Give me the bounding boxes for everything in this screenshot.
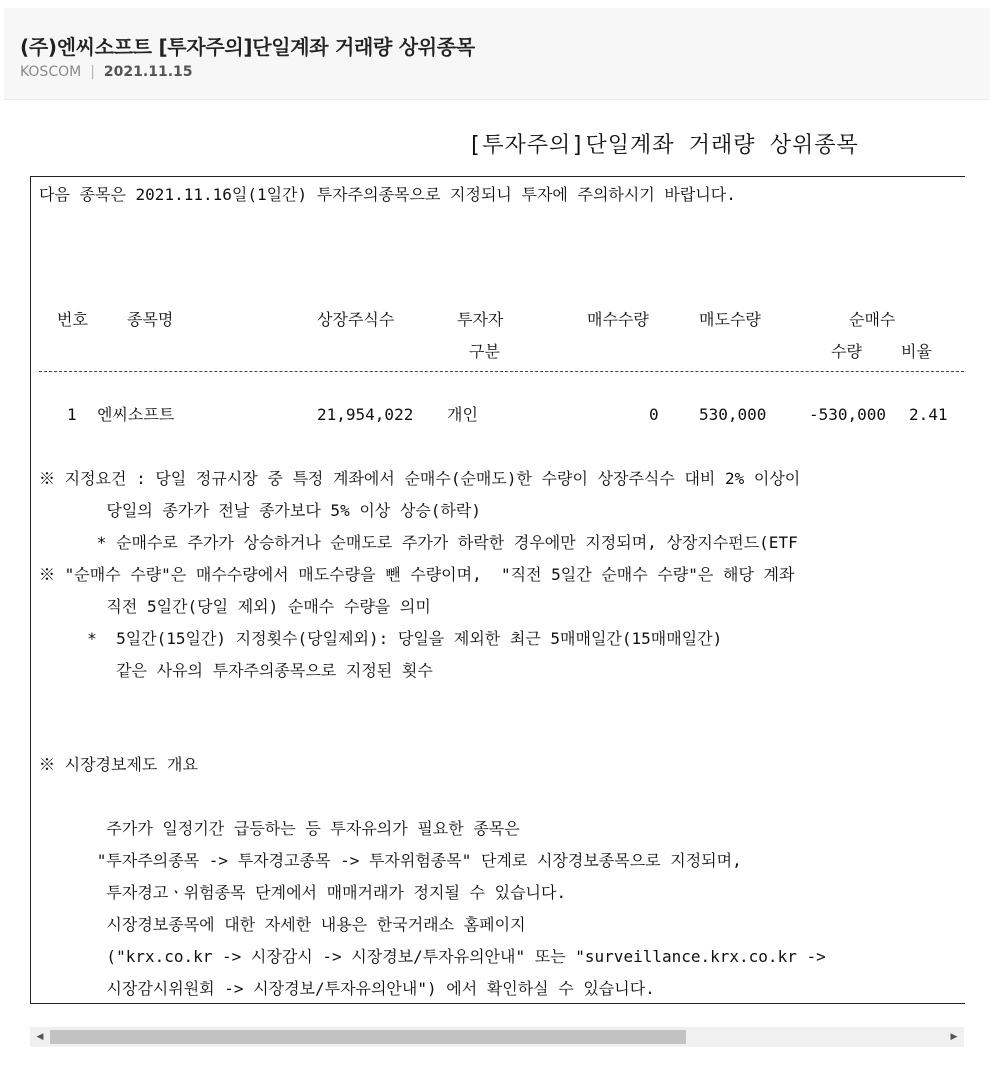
column-header-buy-qty: 매수수량 [587, 310, 649, 329]
column-header-net-buy-qty: 수량 [831, 342, 862, 361]
cell-investor: 개인 [447, 405, 478, 424]
scroll-right-arrow-icon[interactable]: ▶ [950, 1032, 958, 1042]
requirement-line-3: * 순매수로 주가가 상승하거나 순매도로 주가가 하락한 경우에만 지정되며, 상장지수펀드(ETF [39, 533, 798, 552]
definition-line-4: 같은 사유의 투자주의종목으로 지정된 횟수 [39, 661, 433, 680]
article-header [4, 8, 990, 100]
cell-net-buy-ratio: 2.41 [909, 405, 948, 424]
overview-line-5: ("krx.co.kr -> 시장감시 -> 시장경보/투자유의안내" 또는 "surveillance.krx.co.kr -> [39, 947, 826, 966]
requirement-line-1: ※ 지정요건 : 당일 정규시장 중 특정 계좌에서 순매수(순매도)한 수량이 상장주식수 대비 2% 이상이 [39, 469, 801, 488]
article-meta [20, 64, 193, 80]
article-title: (주)엔씨소프트 [투자주의]단일계좌 거래량 상위종목 [20, 35, 475, 59]
cell-no: 1 [67, 405, 77, 424]
column-header-net-buy: 순매수 [849, 310, 896, 329]
article-date: 2021.11.15 [103, 64, 193, 80]
overview-line-1: 주가가 일정기간 급등하는 등 투자유의가 필요한 종목은 [39, 819, 520, 838]
requirement-line-2: 당일의 종가가 전날 종가보다 5% 이상 상승(하락) [39, 501, 481, 520]
column-header-investor-sub: 구분 [469, 342, 500, 361]
table-divider [39, 371, 965, 372]
overview-line-3: 투자경고ㆍ위험종목 단계에서 매매거래가 정지될 수 있습니다. [39, 883, 567, 902]
definition-line-3: * 5일간(15일간) 지정횟수(당일제외): 당일을 제외한 최근 5매매일간(15매매일간) [39, 629, 723, 648]
column-header-no: 번호 [57, 310, 88, 329]
notice-text: 다음 종목은 2021.11.16일(1일간) 투자주의종목으로 지정되니 투자에 주의하시기 바랍니다. [39, 185, 736, 204]
overview-heading: ※ 시장경보제도 개요 [39, 755, 198, 774]
cell-buy-qty: 0 [649, 405, 659, 424]
column-header-net-buy-ratio: 비율 [901, 342, 932, 361]
column-header-name: 종목명 [127, 310, 174, 329]
definition-line-2: 직전 5일간(당일 제외) 순매수 수량을 의미 [39, 597, 431, 616]
cell-sell-qty: 530,000 [699, 405, 767, 424]
document-title: [투자주의]단일계좌 거래량 상위종목 [468, 133, 859, 158]
column-header-listed-shares: 상장주식수 [317, 310, 395, 329]
cell-net-buy-qty: -530,000 [809, 405, 887, 424]
column-header-sell-qty: 매도수량 [699, 310, 761, 329]
overview-line-4: 시장경보종목에 대한 자세한 내용은 한국거래소 홈페이지 [39, 915, 526, 934]
cell-listed-shares: 21,954,022 [317, 405, 414, 424]
meta-separator: | [90, 64, 95, 80]
horizontal-scrollbar[interactable] [30, 1027, 964, 1047]
overview-line-6: 시장감시위원회 -> 시장경보/투자유의안내") 에서 확인하실 수 있습니다. [39, 979, 655, 998]
cell-name: 엔씨소프트 [97, 405, 175, 424]
document-body[interactable] [30, 176, 965, 1004]
definition-line-1: ※ "순매수 수량"은 매수수량에서 매도수량을 뺀 수량이며, "직전 5일간 순매수 수량"은 해당 계좌 [39, 565, 795, 584]
scroll-left-arrow-icon[interactable]: ◀ [36, 1032, 44, 1042]
scrollbar-thumb[interactable] [50, 1030, 686, 1044]
column-header-investor: 투자자 [457, 310, 504, 329]
overview-line-2: "투자주의종목 -> 투자경고종목 -> 투자위험종목" 단계로 시장경보종목으로 지정되며, [39, 851, 742, 870]
article-source: KOSCOM [20, 64, 82, 80]
